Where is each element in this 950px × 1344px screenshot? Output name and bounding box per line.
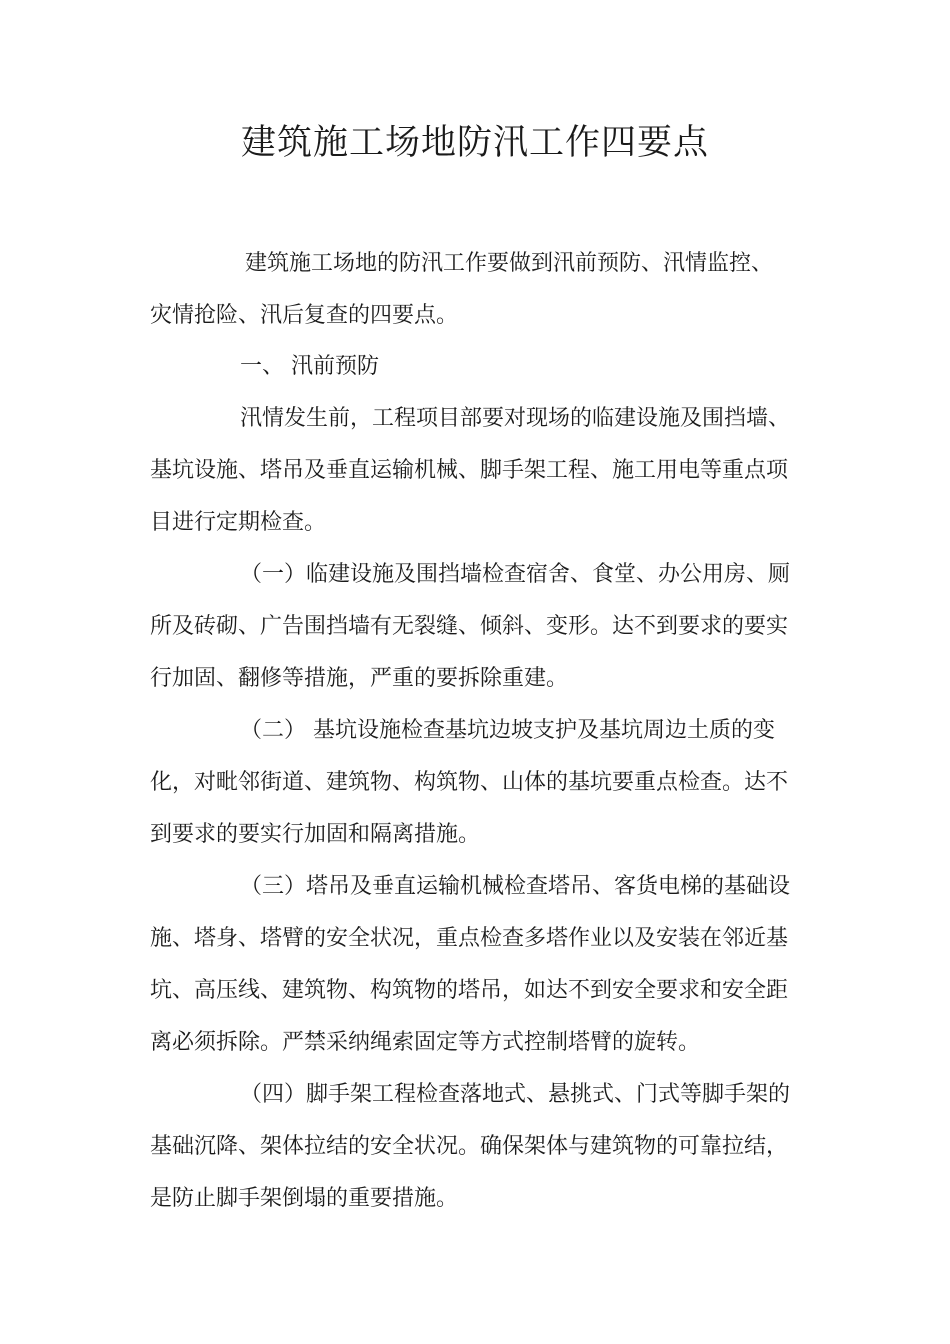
paragraph-line: 施、塔身、塔臂的安全状况，重点检查多塔作业以及安装在邻近基 (150, 926, 789, 951)
paragraph-line: 汛情发生前，工程项目部要对现场的临建设施及围挡墙、 (240, 406, 791, 431)
paragraph-line: 到要求的要实行加固和隔离措施。 (150, 822, 481, 847)
paragraph-line: 建筑施工场地的防汛工作要做到汛前预防、汛情监控、 (245, 251, 774, 276)
paragraph-line: （三）塔吊及垂直运输机械检查塔吊、客货电梯的基础设 (240, 874, 791, 899)
paragraph-line: 是防止脚手架倒塌的重要措施。 (150, 1186, 459, 1211)
document-title: 建筑施工场地防汛工作四要点 (240, 123, 709, 163)
paragraph-line: （二） 基坑设施检查基坑边坡支护及基坑周边土质的变 (240, 718, 775, 743)
section-heading: 一、 汛前预防 (240, 354, 379, 379)
paragraph-line: 坑、高压线、建筑物、构筑物的塔吊，如达不到安全要求和安全距 (150, 978, 789, 1003)
paragraph-line: 行加固、翻修等措施，严重的要拆除重建。 (150, 666, 569, 691)
paragraph-line: 目进行定期检查。 (150, 510, 327, 535)
paragraph-line: 基坑设施、塔吊及垂直运输机械、脚手架工程、施工用电等重点项 (150, 458, 789, 483)
paragraph-line: （四）脚手架工程检查落地式、悬挑式、门式等脚手架的 (240, 1082, 791, 1107)
paragraph-line: （一）临建设施及围挡墙检查宿舍、食堂、办公用房、厕 (240, 562, 791, 587)
paragraph-line: 灾情抢险、汛后复查的四要点。 (150, 303, 459, 328)
paragraph-line: 离必须拆除。严禁采纳绳索固定等方式控制塔臂的旋转。 (150, 1030, 701, 1055)
paragraph-line: 基础沉降、架体拉结的安全状况。确保架体与建筑物的可靠拉结， (150, 1134, 789, 1159)
paragraph-line: 所及砖砌、广告围挡墙有无裂缝、倾斜、变形。达不到要求的要实 (150, 614, 789, 639)
paragraph-line: 化，对毗邻街道、建筑物、构筑物、山体的基坑要重点检查。达不 (150, 770, 789, 795)
